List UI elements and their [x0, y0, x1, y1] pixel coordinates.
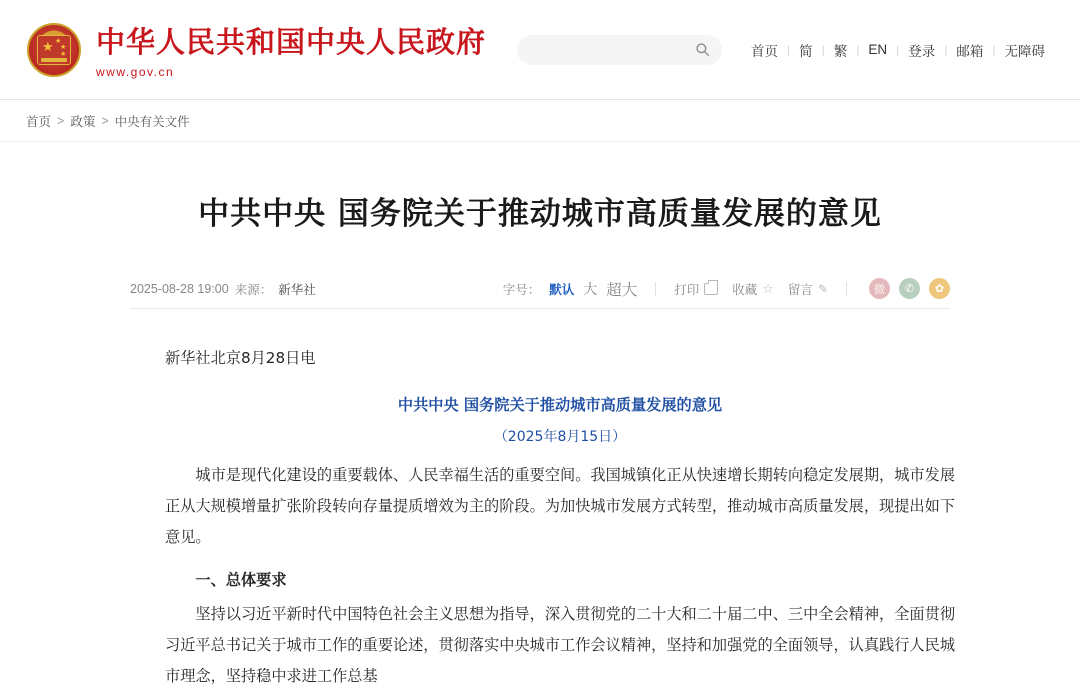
article-body	[165, 343, 955, 692]
nav-separator: |	[944, 42, 948, 57]
dateline: 新华社北京8月28日电	[165, 349, 316, 367]
nav-separator: |	[896, 42, 900, 57]
search-icon[interactable]	[695, 42, 710, 57]
breadcrumb-item-central-documents[interactable]: 中央有关文件	[114, 114, 190, 129]
nav-separator: |	[821, 42, 825, 57]
nav-separator: |	[786, 42, 791, 57]
weibo-share-icon[interactable]: 微	[869, 278, 890, 299]
article-metabar	[130, 269, 950, 309]
breadcrumb-item-home[interactable]: 首页	[26, 114, 52, 129]
document-title: 中共中央 国务院关于推动城市高质量发展的意见	[397, 396, 723, 415]
font-size-large[interactable]: 大	[583, 280, 598, 297]
comment-label: 留言	[787, 282, 813, 297]
document-date: （2025年8月15日）	[493, 429, 627, 446]
pencil-icon: ✎	[817, 281, 828, 296]
breadcrumb-item-policy[interactable]: 政策	[70, 114, 96, 129]
qzone-share-icon[interactable]: ✿	[929, 278, 950, 299]
wechat-share-icon[interactable]: ✆	[899, 278, 920, 299]
source-name: 新华社	[278, 282, 316, 297]
comment-button[interactable]	[788, 280, 828, 298]
publish-datetime: 2025-08-28 19:00	[130, 281, 229, 296]
header-right	[517, 35, 1054, 65]
nav-item-login[interactable]: 登录	[908, 43, 936, 59]
share-group	[869, 278, 950, 299]
nav-item-mail[interactable]: 邮箱	[956, 43, 984, 59]
favorite-button[interactable]	[732, 280, 774, 298]
article-meta	[130, 280, 316, 298]
national-emblem-icon: ★ ★ ★ ★	[26, 22, 82, 78]
nav-item-traditional[interactable]: 繁	[833, 43, 848, 59]
site-header	[0, 0, 1080, 100]
font-size-control	[503, 278, 638, 300]
nav-item-simplified[interactable]: 简	[799, 43, 813, 59]
paragraph: 城市是现代化建设的重要载体、人民幸福生活的重要空间。我国城镇化正从快速增长期转向稳定发展期，城市发展正从大规模增量扩张阶段转向存量提质增效为主的阶段。为加快城市发展方式转型，推动城市高质量发展，现提出如下意见。	[165, 466, 955, 547]
breadcrumb	[0, 100, 1080, 142]
favorite-label: 收藏	[732, 282, 758, 297]
search-input[interactable]	[529, 42, 695, 58]
site-url: www.gov.cn	[96, 65, 175, 79]
font-size-default[interactable]: 默认	[549, 282, 575, 297]
star-icon: ☆	[762, 280, 774, 296]
breadcrumb-separator: >	[57, 113, 65, 128]
nav-item-english[interactable]: EN	[868, 42, 888, 57]
breadcrumb-separator: >	[101, 113, 109, 128]
nav-separator: |	[992, 42, 996, 57]
site-title: 中华人民共和国中央人民政府	[96, 25, 487, 59]
font-size-extra-large[interactable]: 超大	[606, 281, 638, 299]
search-box[interactable]	[517, 35, 722, 65]
page-title: 中共中央 国务院关于推动城市高质量发展的意见	[198, 196, 882, 232]
article	[0, 188, 1080, 692]
nav-item-accessibility[interactable]: 无障碍	[1004, 43, 1045, 59]
section-heading: 一、总体要求	[195, 571, 287, 590]
nav-separator: |	[856, 42, 860, 57]
print-button[interactable]	[674, 280, 718, 298]
header-nav	[742, 40, 1054, 60]
site-brand[interactable]	[26, 20, 486, 79]
font-size-label: 字号：	[502, 282, 541, 297]
toolbar-divider	[846, 282, 847, 296]
printer-icon	[704, 283, 718, 295]
article-toolbar	[503, 278, 950, 300]
toolbar-divider	[655, 282, 656, 296]
nav-item-home[interactable]: 首页	[750, 43, 778, 59]
paragraph: 坚持以习近平新时代中国特色社会主义思想为指导，深入贯彻党的二十大和二十届二中、三中全会精神，全面贯彻习近平总书记关于城市工作的重要论述，贯彻落实中央城市工作会议精神，坚持和加强党的全面领导，认真践行人民城市理念，坚持稳中求进工作总基	[165, 604, 955, 685]
print-label: 打印	[674, 282, 700, 297]
source-label: 来源：	[234, 282, 273, 297]
